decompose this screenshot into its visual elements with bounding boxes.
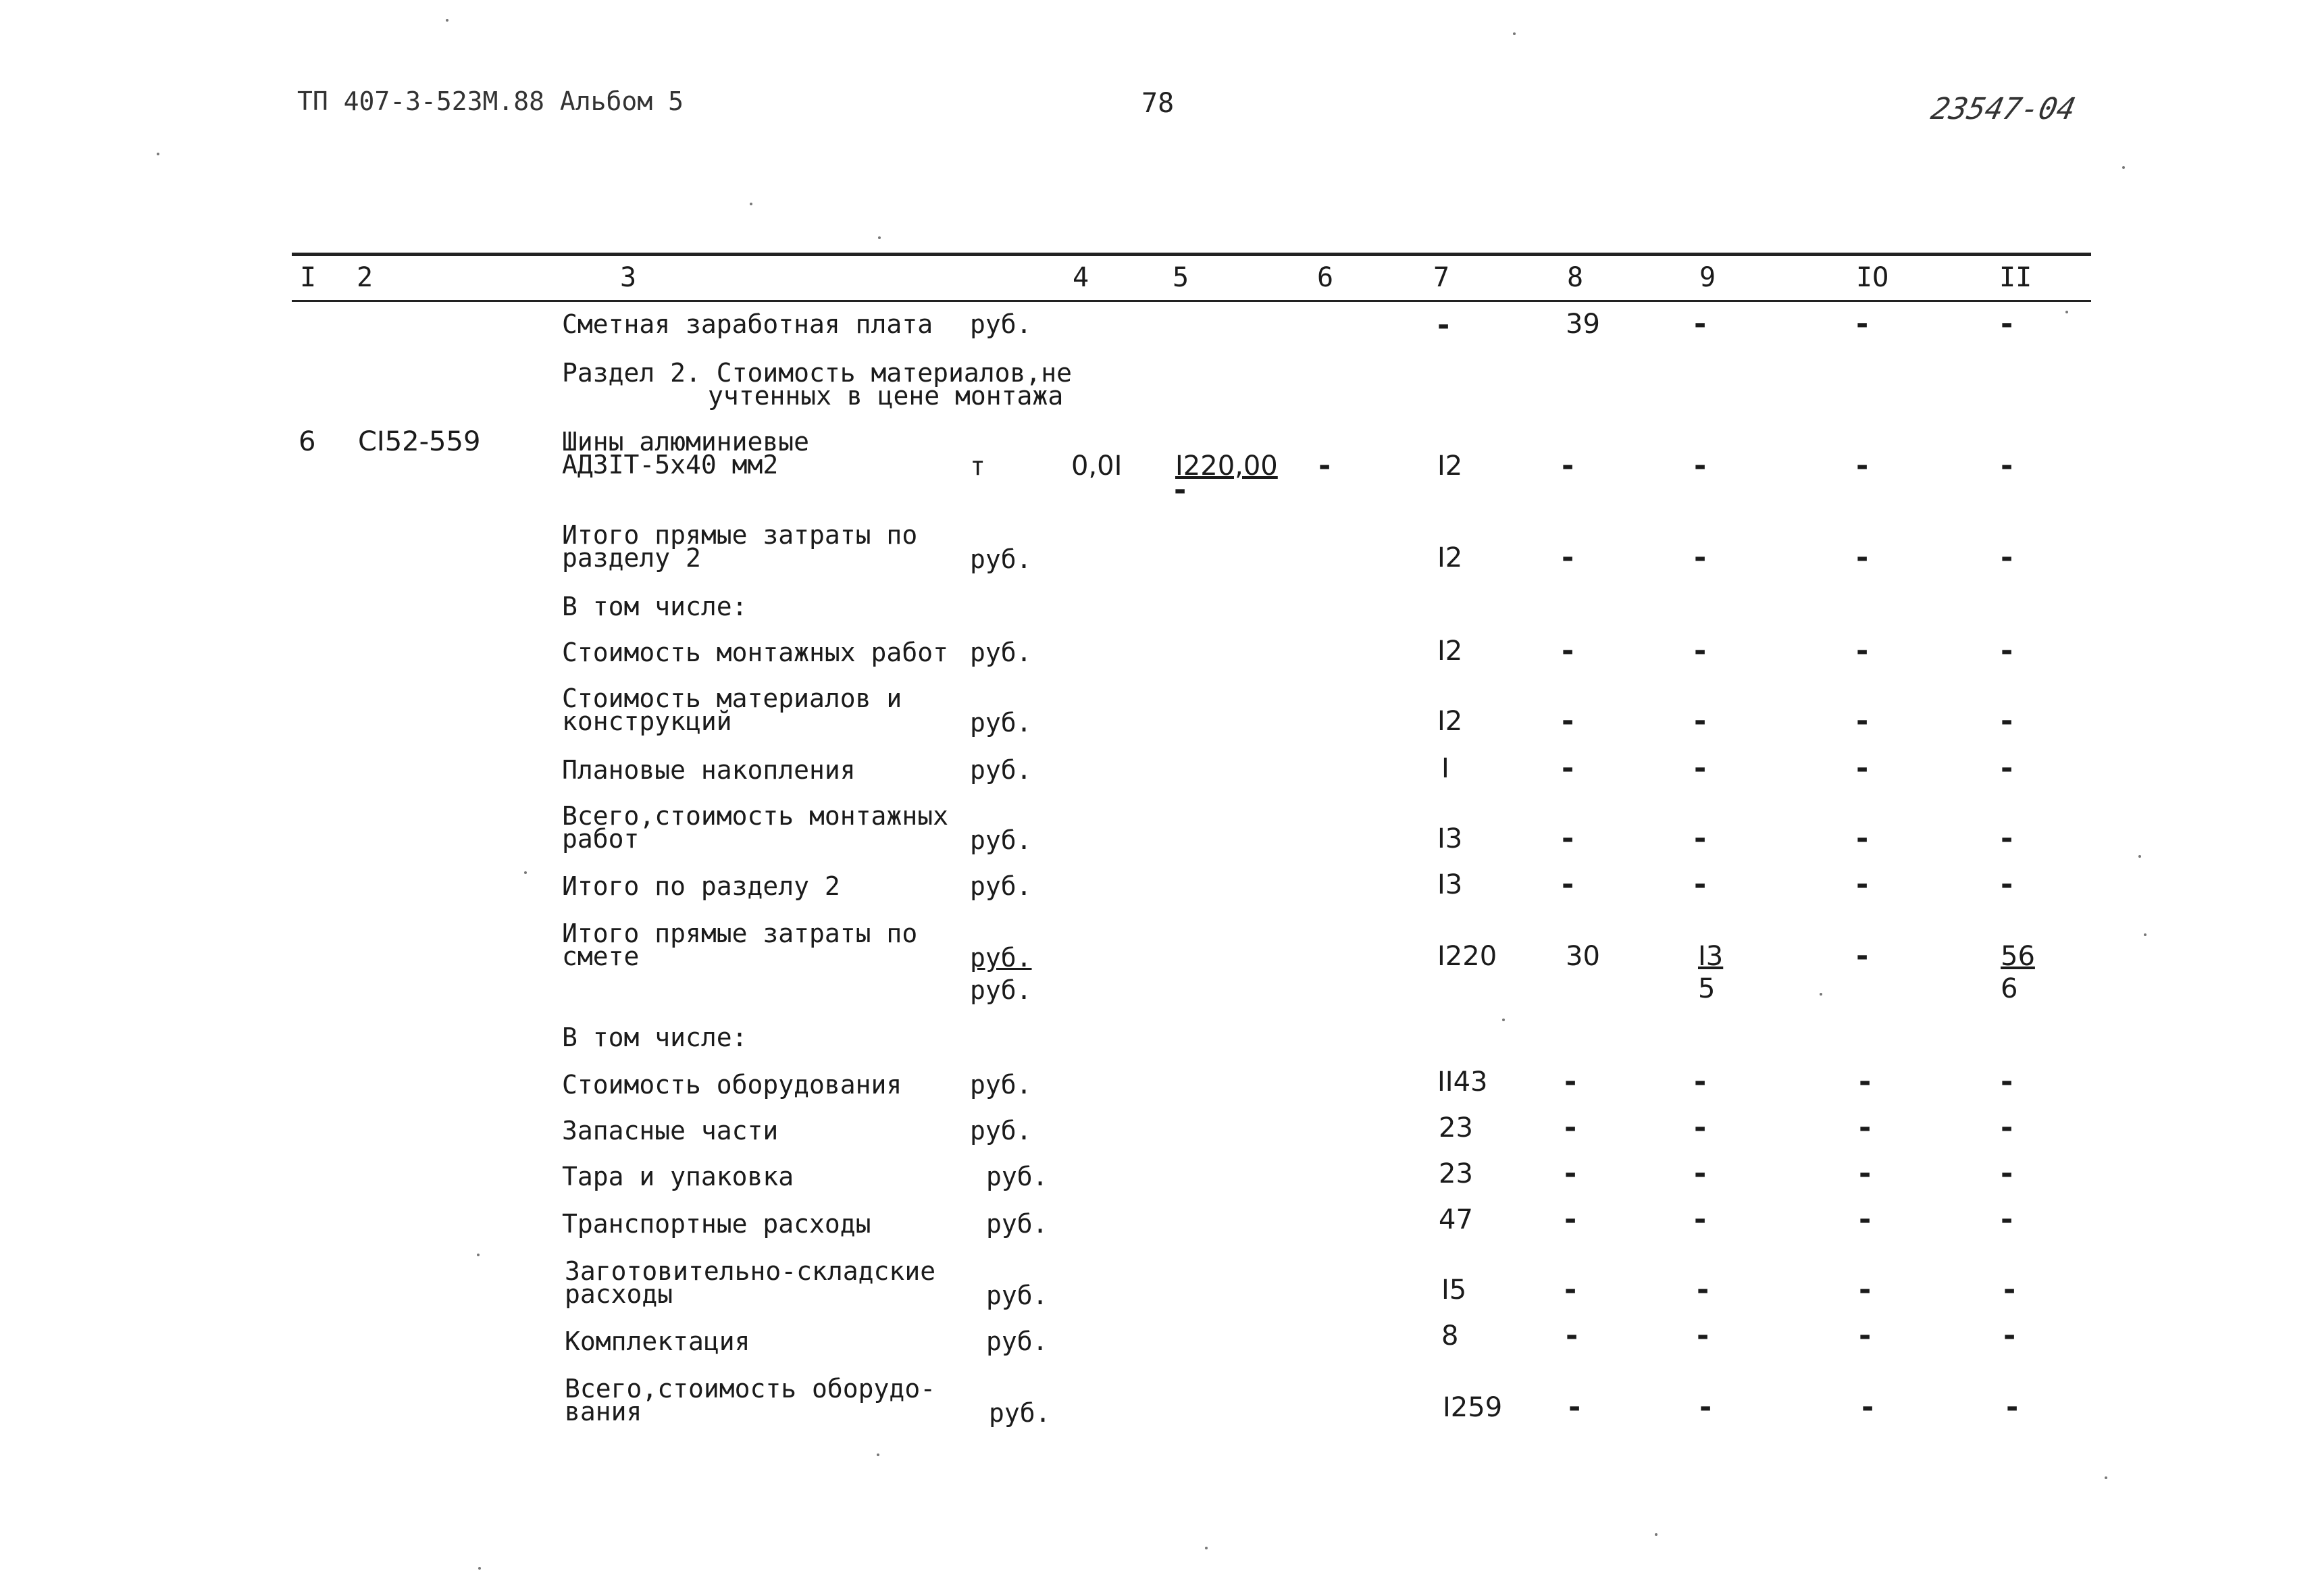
row-label-line1: Стоимость материалов и bbox=[562, 684, 902, 713]
cell-col10: - bbox=[1859, 1110, 1872, 1145]
row-label: Плановые накопления bbox=[562, 755, 856, 785]
cell-col11: - bbox=[2003, 1272, 2016, 1307]
col-header-7: 7 bbox=[1433, 262, 1450, 293]
row-unit: руб. bbox=[970, 825, 1032, 855]
cell-col7: I220 bbox=[1437, 941, 1497, 972]
row-label-line2: разделу 2 bbox=[562, 543, 701, 573]
cell-col11: - bbox=[2001, 448, 2013, 483]
row-unit: руб. bbox=[970, 1070, 1032, 1100]
row-unit: руб. bbox=[970, 943, 1032, 973]
cell-col11: - bbox=[2001, 1110, 2013, 1145]
row-unit: руб. bbox=[970, 544, 1032, 574]
scan-speck bbox=[877, 1453, 879, 1456]
cell-col10: - bbox=[1856, 939, 1869, 973]
row-label-line1: Заготовительно-складские bbox=[565, 1256, 936, 1286]
cell-col11: - bbox=[2001, 1202, 2013, 1237]
cell-col7: I3 bbox=[1437, 823, 1463, 854]
cell-col8: 39 bbox=[1566, 309, 1600, 340]
col-header-11: II bbox=[1999, 262, 2032, 293]
cell-col8: - bbox=[1562, 704, 1574, 738]
cell-col7: 8 bbox=[1441, 1320, 1459, 1352]
cell-col9: - bbox=[1697, 1272, 1709, 1307]
cell-col10: - bbox=[1856, 634, 1869, 668]
cell-col10: - bbox=[1856, 821, 1869, 856]
item-quantity: 0,0I bbox=[1071, 451, 1123, 482]
row-label-line2: смете bbox=[562, 942, 640, 971]
cell-col9: - bbox=[1694, 1156, 1707, 1191]
row-unit: руб. bbox=[986, 1281, 1048, 1310]
item-unit-price-sub: - bbox=[1174, 473, 1187, 507]
cell-col10: - bbox=[1856, 540, 1869, 575]
cell-col7: I2 bbox=[1437, 542, 1463, 573]
scan-speck bbox=[524, 871, 527, 874]
row-label: Запасные части bbox=[562, 1116, 779, 1145]
row-label: Сметная заработная плата bbox=[562, 309, 933, 339]
cell-col7: I2 bbox=[1437, 451, 1463, 482]
cell-col10: - bbox=[1859, 1318, 1872, 1353]
cell-col11: - bbox=[2001, 1064, 2013, 1099]
item-unit-price: I220,00 bbox=[1175, 451, 1278, 482]
row-label: Итого по разделу 2 bbox=[562, 871, 840, 901]
scan-speck bbox=[2122, 166, 2125, 169]
scan-speck bbox=[1513, 32, 1516, 35]
scan-speck bbox=[878, 236, 881, 239]
cell-col10: - bbox=[1859, 1064, 1872, 1099]
cell-col11: - bbox=[2001, 634, 2013, 668]
row-unit: руб. bbox=[970, 871, 1032, 901]
item-unit: т bbox=[970, 451, 985, 481]
cell-col7: I259 bbox=[1443, 1392, 1503, 1423]
row-label: Транспортные расходы bbox=[562, 1209, 871, 1239]
scan-speck bbox=[2105, 1476, 2107, 1479]
cell-col9: - bbox=[1694, 448, 1707, 483]
section-title-line2: учтенных в цене монтажа bbox=[708, 381, 1064, 411]
row-label: Комплектация bbox=[565, 1327, 750, 1356]
cell-col8: - bbox=[1562, 751, 1574, 786]
scan-speck bbox=[157, 153, 159, 155]
cell-col10: - bbox=[1856, 867, 1869, 902]
cell-col8: - bbox=[1566, 1318, 1578, 1353]
subtotal-heading: В том числе: bbox=[562, 1023, 748, 1052]
scan-speck bbox=[1205, 1547, 1208, 1549]
cell-col9: - bbox=[1694, 540, 1707, 575]
row-label: Тара и упаковка bbox=[562, 1162, 794, 1191]
cell-col7: 47 bbox=[1439, 1204, 1473, 1235]
cell-col10: - bbox=[1859, 1202, 1872, 1237]
scan-speck bbox=[750, 203, 752, 205]
cell-col8: - bbox=[1564, 1272, 1577, 1307]
cell-col10: - bbox=[1861, 1390, 1874, 1424]
item-name-line1: Шины алюминиевые bbox=[562, 427, 810, 457]
cell-col7: I bbox=[1441, 753, 1449, 784]
cell-col11: - bbox=[2001, 821, 2013, 856]
document-reference: ТП 407-3-523М.88 Альбом 5 bbox=[297, 86, 684, 116]
cell-col7: I5 bbox=[1441, 1275, 1467, 1306]
row-unit-secondary: руб. bbox=[970, 975, 1032, 1005]
cell-col8: 30 bbox=[1566, 941, 1600, 972]
cell-col11: - bbox=[2001, 704, 2013, 738]
row-label: Стоимость монтажных работ bbox=[562, 638, 948, 667]
page-number: 78 bbox=[1141, 88, 1175, 119]
scan-speck bbox=[2144, 933, 2146, 936]
row-unit: руб. bbox=[986, 1209, 1048, 1239]
cell-col8: - bbox=[1562, 867, 1574, 902]
row-unit: руб. bbox=[970, 755, 1032, 785]
cell-col8: - bbox=[1562, 634, 1574, 668]
cell-col11: - bbox=[2001, 540, 2013, 575]
section-title-line1: Раздел 2. Стоимость материалов,не bbox=[562, 358, 1072, 388]
cell-col9: - bbox=[1694, 307, 1707, 341]
cell-col11: - bbox=[2001, 1156, 2013, 1191]
row-label-line2: расходы bbox=[565, 1279, 673, 1309]
col-header-1: I bbox=[300, 262, 317, 293]
col-header-2: 2 bbox=[357, 262, 374, 293]
cell-col8: - bbox=[1568, 1390, 1581, 1424]
subtotal-heading: В том числе: bbox=[562, 592, 748, 621]
scan-speck bbox=[1502, 1019, 1505, 1021]
scan-speck bbox=[1820, 993, 1822, 996]
scan-speck bbox=[1655, 1533, 1657, 1536]
cell-col9: I3 bbox=[1698, 941, 1724, 972]
cell-col7: I3 bbox=[1437, 869, 1463, 900]
row-unit: руб. bbox=[986, 1327, 1048, 1356]
cell-col10: - bbox=[1856, 448, 1869, 483]
handwritten-inventory-code: 23547-04 bbox=[1928, 92, 2079, 126]
cell-col7: 23 bbox=[1439, 1112, 1473, 1143]
cell-col8: - bbox=[1564, 1110, 1577, 1145]
cell-col7: I2 bbox=[1437, 636, 1463, 667]
cell-col11: - bbox=[2001, 751, 2013, 786]
cell-col10: - bbox=[1859, 1272, 1872, 1307]
row-unit: руб. bbox=[989, 1398, 1051, 1428]
row-label-line2: работ bbox=[562, 824, 640, 854]
cell-col7: I2 bbox=[1437, 706, 1463, 737]
cell-col11: 56 bbox=[2001, 941, 2035, 972]
cell-col9: - bbox=[1694, 867, 1707, 902]
item-number: 6 bbox=[299, 426, 316, 457]
cell-col8: - bbox=[1564, 1156, 1577, 1191]
scan-speck bbox=[478, 1567, 481, 1570]
cell-col8: - bbox=[1562, 540, 1574, 575]
cell-col11: - bbox=[2003, 1318, 2016, 1353]
cell-col10: - bbox=[1856, 307, 1869, 341]
cell-col10: - bbox=[1859, 1156, 1872, 1191]
col-header-4: 4 bbox=[1073, 262, 1089, 293]
cell-col9: - bbox=[1694, 821, 1707, 856]
cell-col9: - bbox=[1694, 751, 1707, 786]
row-label: Стоимость оборудования bbox=[562, 1070, 902, 1100]
col-header-10: IO bbox=[1856, 262, 1889, 293]
scan-speck bbox=[477, 1254, 480, 1256]
item-code: CI52-559 bbox=[358, 426, 481, 457]
row-label-line1: Всего,стоимость оборудо- bbox=[565, 1374, 936, 1404]
scan-speck bbox=[2138, 855, 2141, 858]
cell-col9: - bbox=[1694, 1110, 1707, 1145]
row-label-line2: конструкций bbox=[562, 706, 732, 736]
cell-col11-sub: 6 bbox=[2001, 973, 2018, 1004]
cell-col7: - bbox=[1437, 308, 1450, 342]
cell-col8: - bbox=[1564, 1202, 1577, 1237]
cell-col10: - bbox=[1856, 704, 1869, 738]
cell-col9: - bbox=[1694, 1202, 1707, 1237]
table-top-rule bbox=[292, 253, 2091, 256]
col-header-9: 9 bbox=[1699, 262, 1716, 293]
cell-col11: - bbox=[2001, 867, 2013, 902]
col-header-3: 3 bbox=[620, 262, 637, 293]
cell-col9: - bbox=[1694, 704, 1707, 738]
cell-col7: 23 bbox=[1439, 1158, 1473, 1189]
cell-col11: - bbox=[2006, 1390, 2019, 1424]
cell-col9: - bbox=[1699, 1390, 1712, 1424]
row-unit: руб. bbox=[970, 1116, 1032, 1145]
cell-col11: - bbox=[2001, 307, 2013, 341]
cell-col9-sub: 5 bbox=[1698, 973, 1716, 1004]
cell-col8: - bbox=[1562, 821, 1574, 856]
cell-col10: - bbox=[1856, 751, 1869, 786]
cell-col9: - bbox=[1694, 634, 1707, 668]
table-header-rule bbox=[292, 300, 2091, 302]
col-header-6: 6 bbox=[1317, 262, 1334, 293]
item-name-line2: АДЗIТ-5х40 мм2 bbox=[562, 450, 779, 480]
cell-col6: - bbox=[1318, 448, 1331, 483]
row-label-line2: вания bbox=[565, 1397, 642, 1426]
cell-col9: - bbox=[1694, 1064, 1707, 1099]
row-unit: руб. bbox=[970, 309, 1032, 339]
row-label-line1: Итого прямые затраты по bbox=[562, 520, 918, 550]
scan-speck bbox=[446, 19, 448, 22]
col-header-8: 8 bbox=[1567, 262, 1584, 293]
cell-col8: - bbox=[1562, 448, 1574, 483]
row-label-line1: Всего,стоимость монтажных bbox=[562, 801, 948, 831]
row-unit: руб. bbox=[970, 638, 1032, 667]
row-unit: руб. bbox=[986, 1162, 1048, 1191]
cell-col9: - bbox=[1697, 1318, 1709, 1353]
cell-col8: - bbox=[1564, 1064, 1577, 1099]
scan-speck bbox=[2065, 311, 2068, 313]
cell-col7: II43 bbox=[1437, 1066, 1488, 1098]
row-label-line1: Итого прямые затраты по bbox=[562, 919, 918, 948]
row-unit: руб. bbox=[970, 708, 1032, 738]
col-header-5: 5 bbox=[1173, 262, 1189, 293]
